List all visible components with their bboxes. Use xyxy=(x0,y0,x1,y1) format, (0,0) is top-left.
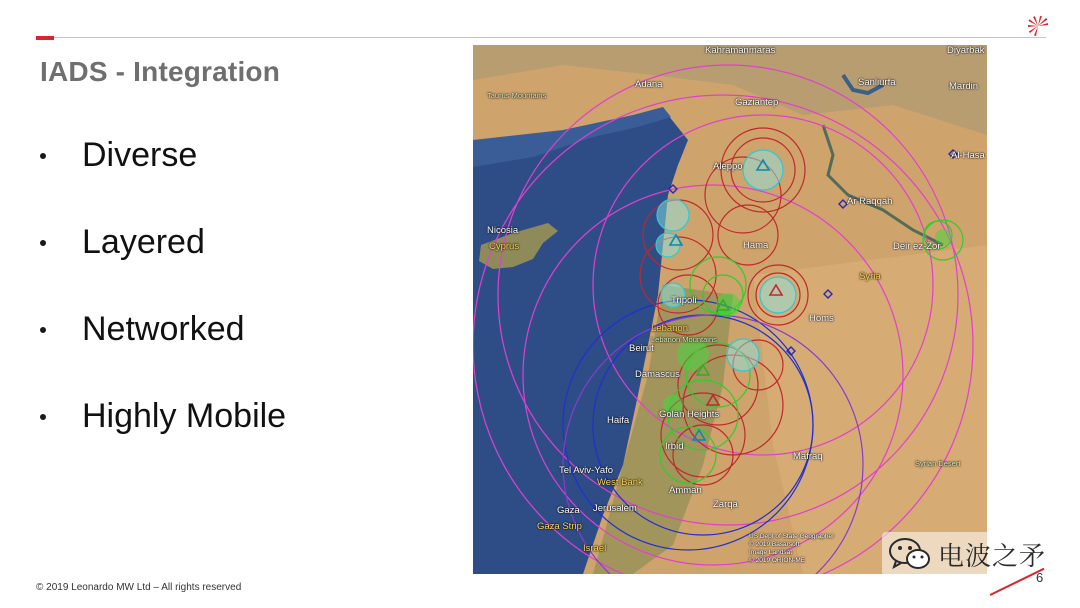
bullet-dot-icon xyxy=(40,240,46,246)
bullet-dot-icon xyxy=(40,414,46,420)
map-label: Homs xyxy=(809,313,834,324)
map-label: Amman xyxy=(669,485,702,496)
map-label: Taurus Mountains xyxy=(487,91,547,100)
watermark-text: 电波之矛 xyxy=(938,540,1047,571)
map-label: Hama xyxy=(743,240,769,251)
leonardo-logo-icon xyxy=(1026,14,1050,38)
map-label: Irbid xyxy=(665,441,684,452)
map-label: Diyarbak xyxy=(947,45,985,56)
map-label: Israel xyxy=(583,543,607,554)
attribution-line: © 2019 ORION-ME xyxy=(749,557,806,564)
map-label: Kahramanmaras xyxy=(705,45,776,56)
map-label: Zarqa xyxy=(713,499,738,510)
map-label: Jerusalem xyxy=(593,503,637,514)
bullet-item xyxy=(36,373,286,460)
map-label: Sanliurfa xyxy=(858,77,896,88)
slide-title: IADS - Integration xyxy=(40,56,281,87)
map-label: Tripoli xyxy=(671,295,697,306)
map-label: Gaza xyxy=(557,505,580,516)
map-attribution xyxy=(749,533,834,565)
bullet-text: Layered xyxy=(82,223,205,261)
map-label: Syrian Desert xyxy=(915,459,961,468)
bullet-list xyxy=(36,112,286,460)
satellite-map xyxy=(473,45,987,574)
map-labels xyxy=(473,45,987,574)
map-label: Golan Heights xyxy=(659,409,720,420)
attribution-line: US Dept of State Geographer xyxy=(749,533,835,540)
bullet-text: Diverse xyxy=(82,136,198,174)
map-label: Deir ez-Zor xyxy=(893,241,941,252)
map-label: Beirut xyxy=(629,343,654,354)
map-label: Lebanon Mountains xyxy=(651,335,717,344)
map-label: Adana xyxy=(635,79,663,90)
map-label: Damascus xyxy=(635,369,680,380)
watermark xyxy=(882,532,1056,576)
map-label: Gaziantep xyxy=(735,97,779,108)
map-label: Mardin xyxy=(949,81,979,92)
bullet-item xyxy=(36,199,286,286)
map-label: Syria xyxy=(859,271,881,282)
map-label: Cyprus xyxy=(489,241,520,252)
header-accent-bar xyxy=(36,36,54,40)
map-label: West Bank xyxy=(597,477,643,488)
wechat-icon xyxy=(888,534,932,574)
map-label: Nicosia xyxy=(487,225,519,236)
map-label: Mafraq xyxy=(793,451,823,462)
map-label: Gaza Strip xyxy=(537,521,582,532)
bullet-dot-icon xyxy=(40,327,46,333)
attribution-line: Image Landsat xyxy=(749,549,793,556)
header-rule xyxy=(36,37,1046,38)
map-label: Tel Aviv-Yafo xyxy=(559,465,614,476)
bullet-text: Highly Mobile xyxy=(82,397,287,435)
bullet-dot-icon xyxy=(40,153,46,159)
map-label: Al-Hasa xyxy=(951,150,985,161)
copyright-notice: © 2019 Leonardo MW Ltd – All rights reserved xyxy=(36,582,242,593)
map-label: Ar Raqqah xyxy=(847,196,893,207)
bullet-item xyxy=(36,286,286,373)
map-label: Aleppo xyxy=(713,161,743,172)
attribution-line: © 2019 Basarsoft xyxy=(749,541,800,548)
bullet-text: Networked xyxy=(82,310,245,348)
map-label: Haifa xyxy=(607,415,630,426)
bullet-item xyxy=(36,112,286,199)
page-number: 6 xyxy=(1036,570,1044,585)
map-label: Lebanon xyxy=(651,323,688,334)
